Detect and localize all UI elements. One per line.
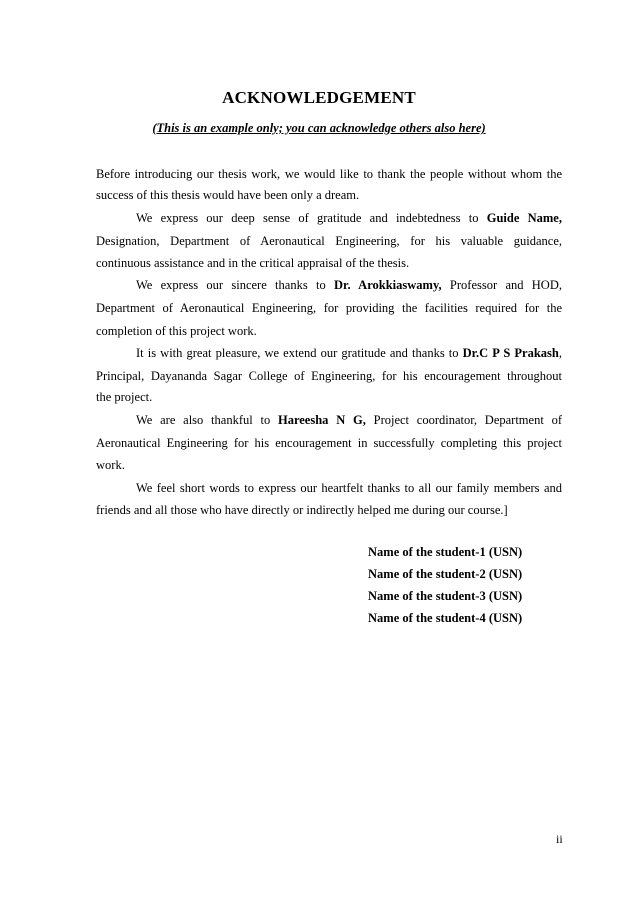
paragraph-2-text: We express our deep sense of gratitude and indebtedness to — [136, 211, 487, 225]
paragraph-5-text: We are also thankful to — [136, 413, 278, 427]
paragraph-4-line-3: the project. — [96, 390, 153, 404]
student-name-2: Name of the student-2 (USN) — [368, 567, 523, 581]
paragraph-2-line-1 — [136, 210, 562, 226]
paragraph-5-line-2: Aeronautical Engineering for his encouragement in successfully completing this project — [96, 436, 562, 450]
paragraph-5-text-after: Project coordinator, Department of — [365, 413, 562, 427]
student-name-4: Name of the student-4 (USN) — [368, 611, 523, 625]
student-name-3: Name of the student-3 (USN) — [368, 589, 523, 603]
paragraph-4-line-1 — [136, 345, 562, 361]
paragraph-6-line-2: friends and all those who have directly or indirectly helped me during our course.] — [96, 503, 508, 517]
paragraph-4-text: It is with great pleasure, we extend our gratitude and thanks to — [136, 346, 463, 360]
paragraph-1-line-1: Before introducing our thesis work, we would like to thank the people without whom the — [96, 167, 562, 181]
paragraph-3-line-1 — [136, 277, 562, 293]
page-number: ii — [556, 832, 563, 846]
paragraph-5-line-3: work. — [96, 458, 125, 472]
guide-name: Guide Name, — [486, 211, 562, 225]
paragraph-2-line-3: continuous assistance and in the critical appraisal of the thesis. — [96, 256, 410, 270]
paragraph-3-line-2: Department of Aeronautical Engineering, for providing the facilities required for the — [96, 301, 562, 315]
paragraph-3-line-3: completion of this project work. — [96, 324, 257, 338]
coordinator-name: Hareesha N G, — [277, 413, 366, 427]
paragraph-2-line-2: Designation, Department of Aeronautical Engineering, for his valuable guidance, — [96, 234, 562, 248]
paragraph-4-line-2: Principal, Dayananda Sagar College of Engineering, for his encouragement throughout — [96, 369, 562, 383]
principal-name: Dr.C P S Prakash — [462, 346, 559, 360]
paragraph-1-line-2: success of this thesis would have been only a dream. — [96, 188, 360, 202]
paragraph-6-line-1: We feel short words to express our heartfelt thanks to all our family members and — [136, 481, 562, 495]
page-title: ACKNOWLEDGEMENT — [222, 88, 416, 107]
page-subtitle: (This is an example only; you can acknowledge others also here) — [152, 121, 486, 135]
paragraph-3-text: We express our sincere thanks to — [136, 278, 335, 292]
student-name-1: Name of the student-1 (USN) — [368, 545, 523, 559]
paragraph-4-text-after: , — [558, 346, 562, 360]
paragraph-3-text-after: Professor and HOD, — [441, 278, 562, 292]
hod-name: Dr. Arokkiaswamy, — [334, 278, 442, 292]
paragraph-5-line-1 — [136, 412, 562, 428]
